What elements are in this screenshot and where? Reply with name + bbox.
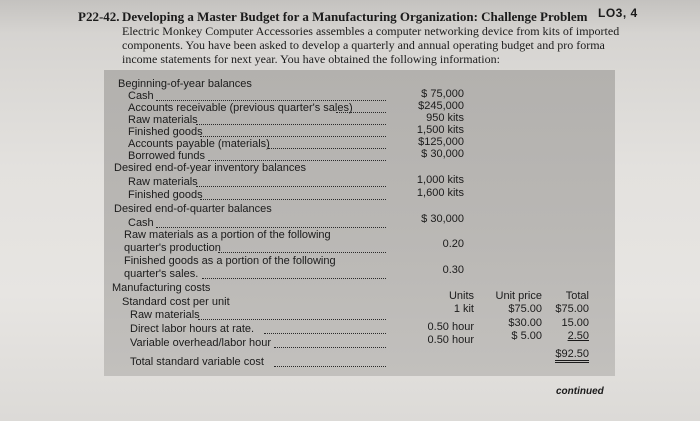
mc-overhead-total (544, 330, 589, 343)
leader-dots (208, 160, 386, 161)
leader-dots (274, 347, 386, 348)
bb-raw-value: 950 kits (426, 112, 464, 124)
eq-raw-value: 0.20 (442, 238, 464, 250)
leader-dots (200, 136, 386, 137)
mc-labor-price: $30.00 (508, 317, 542, 329)
leader-dots (156, 227, 386, 228)
bb-cash-label: Cash (128, 90, 154, 102)
mc-labor-total: 15.00 (561, 317, 589, 329)
bb-fg-label: Finished goods (128, 126, 203, 138)
bb-borrowed-value: $ 30,000 (421, 148, 464, 160)
leader-dots (264, 333, 386, 334)
bb-raw-label: Raw materials (128, 114, 198, 126)
mc-labor-units: 0.50 hour (427, 321, 474, 333)
col-total-header: Total (565, 290, 589, 302)
bb-borrowed-label: Borrowed funds (128, 150, 206, 162)
ei-raw-value: 1,000 kits (416, 174, 464, 186)
mc-overhead-units: 0.50 hour (427, 334, 474, 346)
leader-dots (200, 199, 386, 200)
beginning-balances-heading: Beginning-of-year balances (118, 78, 252, 90)
total-variable-value (544, 348, 589, 361)
leader-dots (198, 319, 386, 320)
bb-ap-value: $125,000 (418, 136, 464, 148)
eq-cash-value: $ 30,000 (421, 213, 464, 225)
leader-dots (336, 112, 386, 113)
bb-ar-label: Accounts receivable (previous quarter's sales) (128, 102, 353, 114)
total-variable-value-text: $92.50 (555, 348, 589, 363)
mc-raw-price: $75.00 (508, 303, 542, 315)
mc-raw-label: Raw materials (130, 309, 200, 321)
bb-fg-value: 1,500 kits (416, 124, 464, 136)
eq-cash-label: Cash (128, 217, 154, 229)
intro-line-1: Electric Monkey Computer Accessories assembles a computer networking device from kits of imported (122, 24, 620, 38)
leader-dots (218, 252, 386, 253)
leader-dots (202, 278, 386, 279)
eq-fg-line2: quarter's sales. (124, 268, 199, 280)
ending-inventory-heading: Desired end-of-year inventory balances (114, 162, 306, 174)
leader-dots (196, 186, 386, 187)
end-quarter-heading: Desired end-of-quarter balances (114, 203, 272, 215)
leader-dots (268, 148, 386, 149)
eq-raw-line2: quarter's production (124, 242, 221, 254)
standard-cost-subheading: Standard cost per unit (122, 296, 230, 308)
intro-line-2: components. You have been asked to develop a quarterly and annual operating budget and pro forma (122, 38, 605, 52)
leader-dots (156, 100, 386, 101)
col-units-header: Units (448, 290, 474, 302)
manufacturing-heading: Manufacturing costs (112, 282, 211, 294)
ei-fg-label: Finished goods (128, 189, 203, 201)
eq-raw-line1: Raw materials as a portion of the following (124, 229, 331, 241)
col-price-header: Unit price (495, 290, 542, 302)
ei-fg-value: 1,600 kits (416, 187, 464, 199)
leader-dots (274, 366, 386, 367)
bb-ar-value: $245,000 (418, 100, 464, 112)
continued-label: continued (556, 386, 604, 397)
intro-line-3: income statements for next year. You have obtained the following information: (122, 52, 500, 66)
learning-objectives: LO3, 4 (598, 6, 638, 20)
mc-overhead-label: Variable overhead/labor hour (130, 337, 272, 349)
mc-labor-label: Direct labor hours at rate. (130, 323, 255, 335)
mc-overhead-price: $ 5.00 (511, 330, 542, 342)
mc-raw-total: $75.00 (555, 303, 589, 315)
leader-dots (196, 124, 386, 125)
mc-overhead-total-text: 2.50 (567, 330, 589, 342)
data-panel (104, 70, 615, 376)
total-variable-label: Total standard variable cost (130, 356, 264, 368)
ei-raw-label: Raw materials (128, 176, 198, 188)
eq-fg-value: 0.30 (442, 264, 464, 276)
bb-cash-value: $ 75,000 (421, 88, 464, 100)
mc-raw-units: 1 kit (453, 303, 474, 315)
problem-title: Developing a Master Budget for a Manufacturing Organization: Challenge Problem (122, 9, 588, 24)
eq-fg-line1: Finished goods as a portion of the following (124, 255, 336, 267)
bb-ap-label: Accounts payable (materials) (128, 138, 270, 150)
problem-id: P22-42. (78, 9, 120, 24)
